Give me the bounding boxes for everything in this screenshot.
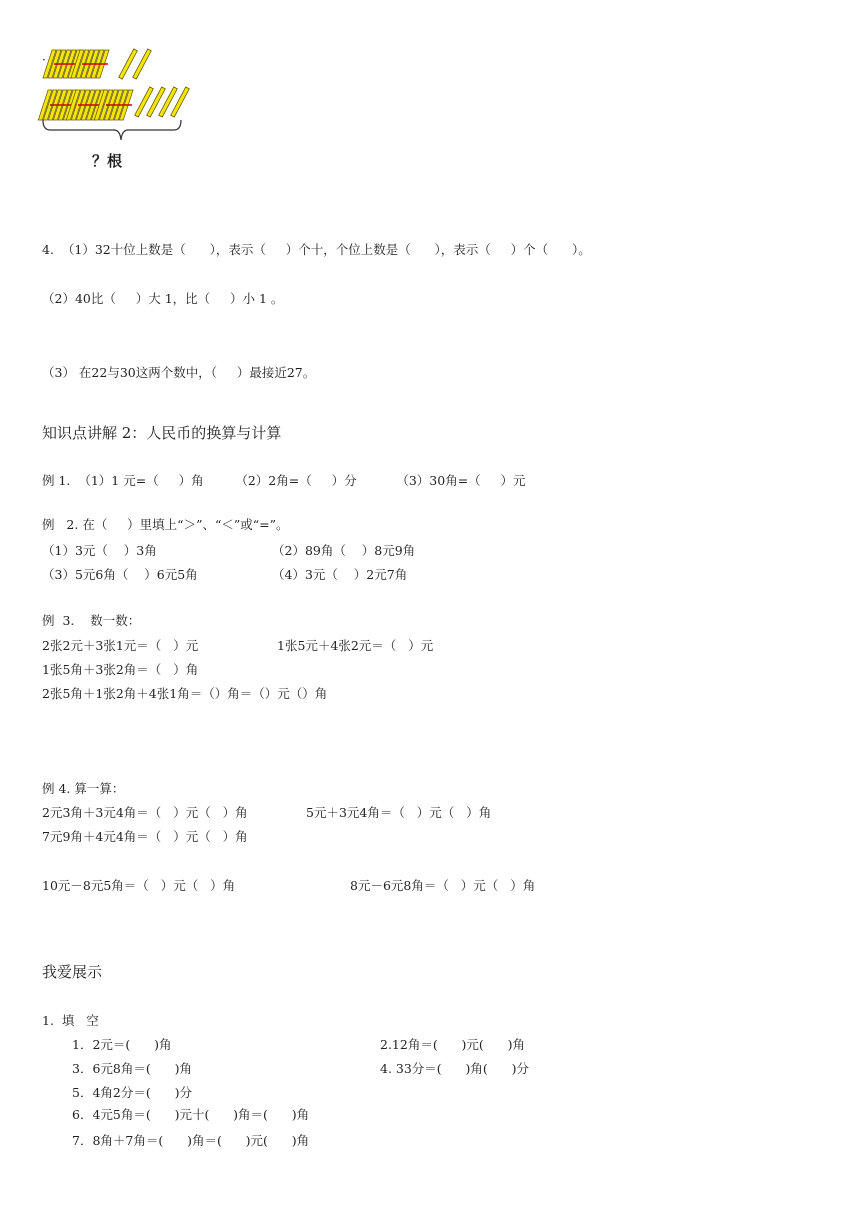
- example4-line3a: 10元－8元5角＝（ ）元（ ）角: [42, 878, 236, 893]
- loose-sticks-top: [119, 49, 152, 79]
- example4-line1a: 2元3角＋3元4角＝（ ）元（ ）角: [42, 805, 248, 820]
- example2-item2: （2）89角（ ）8元9角: [272, 543, 416, 558]
- fill-item-7: 7．8角＋7角＝( )角＝( )元( )角: [72, 1133, 310, 1148]
- example2-item3: （3）5元6角（ ）6元5角: [42, 567, 198, 582]
- q4-part2: （2）40比（ ）大 1，比（ ）小 1 。: [42, 291, 284, 306]
- example3-line2: 1张5角＋3张2角＝（ ）角: [42, 662, 199, 677]
- fill-item-5: 5．4角2分＝( )分: [72, 1085, 192, 1100]
- section3-title: 我爱展示: [42, 963, 103, 981]
- example2-item1: （1）3元（ ）3角: [42, 543, 157, 558]
- example2-item4: （4）3元（ ）2元7角: [272, 567, 408, 582]
- example3-intro: 例 3. 数一数：: [42, 613, 141, 628]
- q4-part3: （3） 在22与30这两个数中，（ ）最接近27。: [42, 365, 316, 380]
- example4-intro: 例 4. 算一算：: [42, 781, 125, 796]
- example4-line2: 7元9角＋4元4角＝（ ）元（ ）角: [42, 829, 248, 844]
- example3-line1a: 2张2元＋3张1元＝（ ）元: [42, 638, 199, 653]
- sticks-count-label: ？根: [92, 152, 123, 170]
- q4-part1: 4. （1）32十位上数是（ ），表示（ ）个十，个位上数是（ ），表示（ ）个（ ）。: [42, 242, 591, 257]
- figure-dot: ·: [42, 53, 46, 67]
- example4-line3b: 8元－6元8角＝（ ）元（ ）角: [350, 878, 536, 893]
- fill-item-1: 1．2元＝( )角: [72, 1037, 172, 1052]
- section3-subtitle: 1. 填 空: [42, 1013, 99, 1028]
- example2-intro: 例 2. 在（ ）里填上“＞”、“＜”或“=”。: [42, 517, 289, 532]
- example3-line1b: 1张5元＋4张2元＝（ ）元: [277, 638, 434, 653]
- example4-line1b: 5元＋3元4角＝（ ）元（ ）角: [306, 805, 492, 820]
- example1: 例 1. （1）1 元=（ ）角 （2）2角=（ ）分 （3）30角=（ ）元: [42, 473, 526, 488]
- example3-line3: 2张5角＋1张2角＋4张1角＝（）角＝（）元（）角: [42, 686, 328, 701]
- loose-sticks-bottom: [135, 87, 190, 117]
- fill-item-2: 2.12角＝( )元( )角: [380, 1037, 526, 1052]
- section2-title: 知识点讲解 2：人民币的换算与计算: [42, 424, 282, 442]
- fill-item-6: 6．4元5角＝( )元十( )角＝( )角: [72, 1107, 310, 1122]
- fill-item-4: 4. 33分＝( )角( )分: [380, 1061, 529, 1076]
- curly-brace: [43, 120, 181, 140]
- fill-item-3: 3．6元8角＝( )角: [72, 1061, 192, 1076]
